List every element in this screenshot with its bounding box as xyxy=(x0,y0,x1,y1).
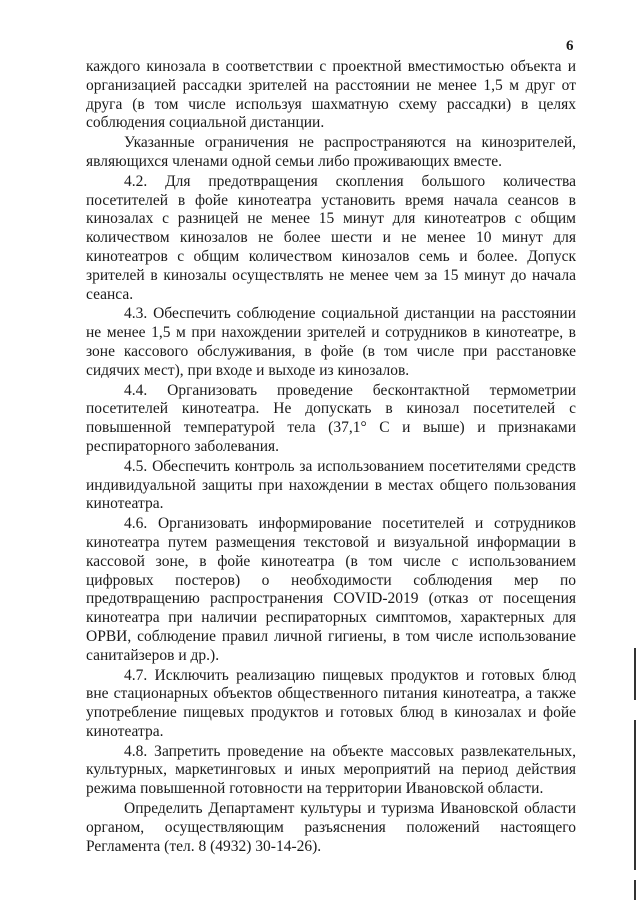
paragraph-department: Определить Департамент культуры и туризма Ивановской области органом, осуществляющим разъяснения положений настоящего Регламента (тел. 8 (4932) 30-14-26). xyxy=(86,800,576,855)
paragraph-4-3: 4.3. Обеспечить соблюдение социальной дистанции на расстоянии не менее 1,5 м при нахождении зрителей и сотрудников в кинотеатре, в зоне кассового обслуживания, в фойе (в том числе при расстановке сидячих мест), при входе и выходе из кинозалов. xyxy=(86,305,576,379)
scan-edge-mark xyxy=(634,720,636,870)
paragraph-4-5: 4.5. Обеспечить контроль за использованием посетителями средств индивидуальной защиты при нахождении в местах общего пользования кинотеатра. xyxy=(86,457,576,513)
paragraph-continuation: каждого кинозала в соответствии с проектной вместимостью объекта и организацией рассадки зрителей на расстоянии не менее 1,5 м друг от друга (в том числе используя шахматную схему рассадки) в целях соблюдения социальной дистанции. xyxy=(86,58,576,132)
page-number: 6 xyxy=(566,38,574,54)
scan-edge-mark xyxy=(634,880,636,900)
document-body xyxy=(86,58,576,857)
paragraph-restrictions-note: Указанные ограничения не распространяются на кинозрителей, являющихся членами одной семьи либо проживающих вместе. xyxy=(86,134,576,170)
scan-edge-mark xyxy=(634,648,636,700)
paragraph-4-2: 4.2. Для предотвращения скопления большого количества посетителей в фойе кинотеатра установить время начала сеансов в кинозалах с разницей не менее 15 минут для кинотеатров с общим количеством кинозалов не более шести и не менее 10 минут для кинотеатров с общим количеством кинозалов семь и более. Допуск зрителей в кинозалы осуществлять не менее чем за 15 минут до начала сеанса. xyxy=(86,172,576,303)
paragraph-4-6: 4.6. Организовать информирование посетителей и сотрудников кинотеатра путем размещения текстовой и визуальной информации в кассовой зоне, в фойе кинотеатра (в том числе с использованием цифровых постеров) о необходимости соблюдения мер по предотвращению распространения COVID-2019 (отказ от посещения кинотеатра при наличии респираторных симптомов, характерных для ОРВИ, соблюдение правил личной гигиены, в том числе использование санитайзеров и др.). xyxy=(86,515,576,664)
paragraph-4-8: 4.8. Запретить проведение на объекте массовых развлекательных, культурных, маркетинговых и иных мероприятий на период действия режима повышенной готовности на территории Ивановской области. xyxy=(86,742,576,798)
paragraph-4-7: 4.7. Исключить реализацию пищевых продуктов и готовых блюд вне стационарных объектов общественного питания кинотеатра, а также употребление пищевых продуктов и готовых блюд в кинозалах и фойе кинотеатра. xyxy=(86,666,576,740)
paragraph-4-4: 4.4. Организовать проведение бесконтактной термометрии посетителей кинотеатра. Не допускать в кинозал посетителей с повышенной температурой тела (37,1° С и выше) и признаками респираторного заболевания. xyxy=(86,381,576,455)
